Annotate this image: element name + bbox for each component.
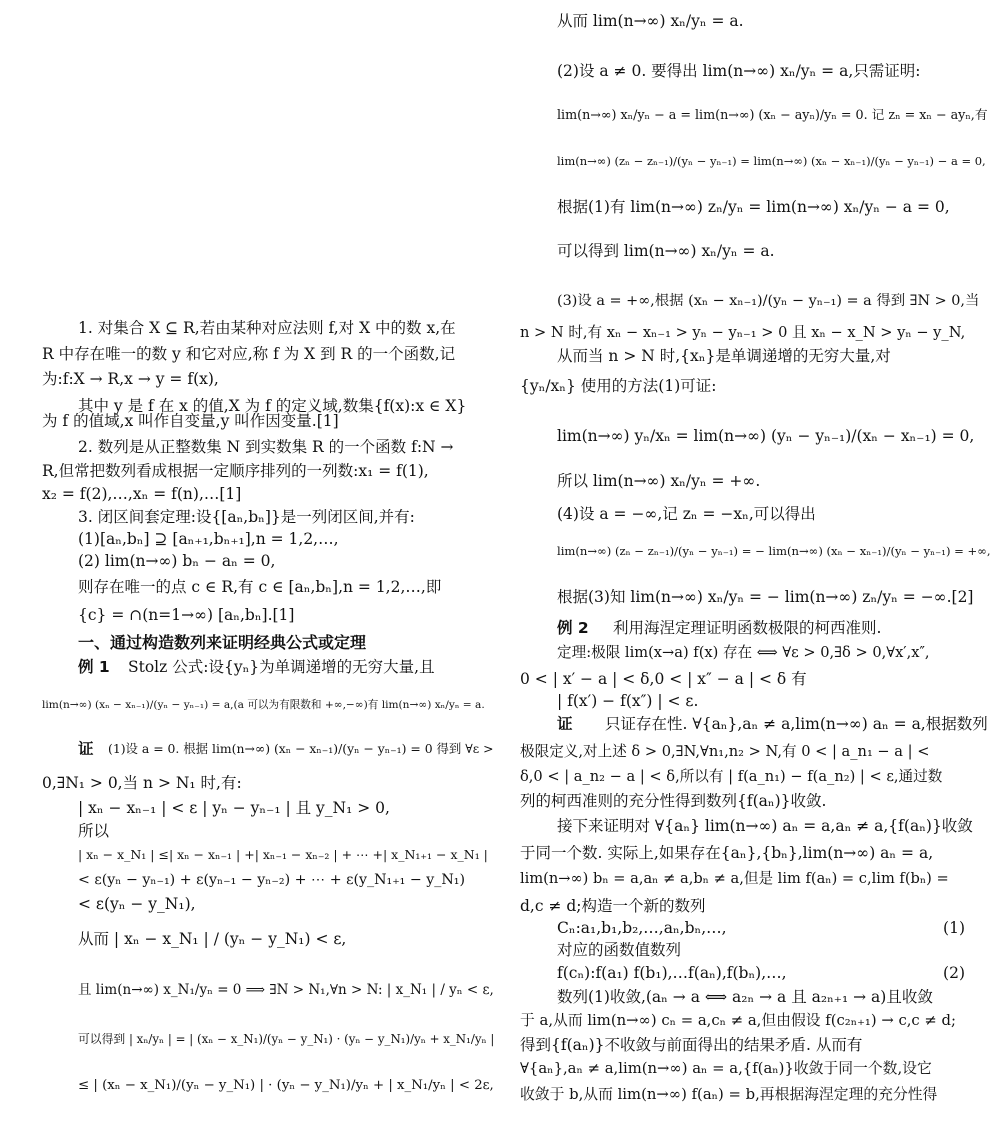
proof-2-line-3: δ,0 < | a_n₂ − a | < δ,所以有 | f(a_n₁) − f(a_n₂) | < ε,通过数 — [520, 768, 943, 785]
proof-2-line-8: d,c ≠ d;构造一个新的数列 — [520, 897, 706, 915]
right-line-13: (4)设 a = −∞,记 zₙ = −xₙ,可以得出 — [557, 505, 816, 523]
theorem-line-2: 0 < | x′ − a | < δ,0 < | x″ − a | < δ 有 — [520, 670, 807, 688]
proof-1-line-1: (1)设 a = 0. 根据 lim(n→∞) (xₙ − xₙ₋₁)/(yₙ − yₙ₋₁) = 0 得到 ∀ε > — [108, 741, 494, 756]
equation-tag-1: (1) — [943, 919, 965, 937]
sequence-f-c: f(cₙ):f(a₁) f(b₁),…f(aₙ),f(bₙ),…, — [557, 964, 787, 982]
def-3-line-5: {c} = ∩(n=1→∞) [aₙ,bₙ].[1] — [78, 606, 295, 624]
def-1-line-5: 为 f 的值域,x 叫作自变量,y 叫作因变量.[1] — [42, 412, 339, 430]
example-1-line-1: Stolz 公式:设{yₙ}为单调递增的无穷大量,且 — [128, 658, 435, 676]
proof-1-label: 证 — [78, 740, 94, 758]
proof-1-line-4: 所以 — [78, 822, 110, 840]
right-line-12: 所以 lim(n→∞) xₙ/yₙ = +∞. — [557, 472, 761, 490]
proof-2-line-12: 数列(1)收敛,(aₙ → a ⟺ a₂ₙ → a 且 a₂ₙ₊₁ → a)且收敛 — [557, 988, 933, 1006]
proof-2-line-16: 收敛于 b,从而 lim(n→∞) f(aₙ) = b,再根据海涅定理的充分性得 — [520, 1086, 938, 1103]
def-1-line-3: 为:f:X → R,x → y = f(x), — [42, 370, 219, 388]
right-line-15: 根据(3)知 lim(n→∞) xₙ/yₙ = − lim(n→∞) zₙ/yₙ = −∞.[2] — [557, 588, 974, 606]
right-line-7: (3)设 a = +∞,根据 (xₙ − xₙ₋₁)/(yₙ − yₙ₋₁) = a 得到 ∃N > 0,当 — [557, 293, 980, 309]
right-line-14: lim(n→∞) (zₙ − zₙ₋₁)/(yₙ − yₙ₋₁) = − lim(n→∞) (xₙ − xₙ₋₁)/(yₙ − yₙ₋₁) = +∞, — [557, 544, 991, 558]
example-2-title: 利用海涅定理证明函数极限的柯西准则. — [613, 619, 882, 637]
proof-2-line-14: 得到{f(aₙ)}不收敛与前面得出的结果矛盾. 从而有 — [520, 1036, 863, 1054]
proof-1-line-11: ≤ | (xₙ − x_N₁)/(yₙ − y_N₁) | · (yₙ − y_N₁)/yₙ + | x_N₁/yₙ | < 2ε, — [78, 1078, 494, 1093]
proof-1-line-2: 0,∃N₁ > 0,当 n > N₁ 时,有: — [42, 774, 242, 792]
example-1-label: 例 1 — [78, 658, 110, 676]
right-line-2: (2)设 a ≠ 0. 要得出 lim(n→∞) xₙ/yₙ = a,只需证明: — [557, 62, 921, 80]
proof-2-line-13: 于 a,从而 lim(n→∞) cₙ = a,cₙ ≠ a,但由假设 f(c₂ₙ₊₁) → c,c ≠ d; — [520, 1012, 956, 1029]
def-2-line-3: x₂ = f(2),…,xₙ = f(n),…[1] — [42, 485, 242, 503]
right-line-11: lim(n→∞) yₙ/xₙ = lim(n→∞) (yₙ − yₙ₋₁)/(xₙ − xₙ₋₁) = 0, — [557, 427, 975, 445]
proof-2-line-15: ∀{aₙ},aₙ ≠ a,lim(n→∞) aₙ = a,{f(aₙ)}收敛于同一个数,设它 — [520, 1060, 932, 1077]
right-line-5: 根据(1)有 lim(n→∞) zₙ/yₙ = lim(n→∞) xₙ/yₙ − a = 0, — [557, 198, 950, 216]
proof-1-line-3: | xₙ − xₙ₋₁ | < ε | yₙ − yₙ₋₁ | 且 y_N₁ > 0, — [78, 799, 390, 817]
right-line-9: 从而当 n > N 时,{xₙ}是单调递增的无穷大量,对 — [557, 347, 891, 365]
example-1-line-2: lim(n→∞) (xₙ − xₙ₋₁)/(yₙ − yₙ₋₁) = a,(a 可以为有限数和 +∞,−∞)有 lim(n→∞) xₙ/yₙ = a. — [42, 699, 485, 711]
proof-2-line-4: 列的柯西准则的充分性得到数列{f(aₙ)}收敛. — [520, 792, 827, 810]
proof-2-line-6: 于同一个数. 实际上,如果存在{aₙ},{bₙ},lim(n→∞) aₙ = a, — [520, 844, 934, 862]
proof-2-line-1: 只证存在性. ∀{aₙ},aₙ ≠ a,lim(n→∞) aₙ = a,根据数列 — [605, 715, 988, 733]
def-2-line-2: R,但常把数列看成根据一定顺序排列的一列数:x₁ = f(1), — [42, 462, 429, 480]
theorem-line-1: 定理:极限 lim(x→a) f(x) 存在 ⟺ ∀ε > 0,∃δ > 0,∀x′,x″, — [557, 644, 930, 661]
def-3-line-2: (1)[aₙ,bₙ] ⊇ [aₙ₊₁,bₙ₊₁],n = 1,2,…, — [78, 530, 339, 548]
proof-2-line-2: 极限定义,对上述 δ > 0,∃N,∀n₁,n₂ > N,有 0 < | a_n₁ − a | < — [520, 743, 930, 760]
proof-2-line-10: 对应的函数值数列 — [557, 941, 682, 959]
proof-1-line-9: 且 lim(n→∞) x_N₁/yₙ = 0 ⟹ ∃N > N₁,∀n > N: | x_N₁ | / yₙ < ε, — [78, 982, 494, 998]
proof-1-line-8: 从而 | xₙ − x_N₁ | / (yₙ − y_N₁) < ε, — [78, 930, 347, 948]
sequence-c: Cₙ:a₁,b₁,b₂,…,aₙ,bₙ,…, — [557, 919, 727, 937]
example-2-label: 例 2 — [557, 619, 589, 637]
proof-2-line-5: 接下来证明对 ∀{aₙ} lim(n→∞) aₙ = a,aₙ ≠ a,{f(aₙ)}收敛 — [557, 817, 973, 835]
section-heading: 一、通过构造数列来证明经典公式或定理 — [78, 633, 367, 652]
def-1-line-1: 1. 对集合 X ⊆ R,若由某种对应法则 f,对 X 中的数 x,在 — [78, 319, 456, 337]
def-3-line-1: 3. 闭区间套定理:设{[aₙ,bₙ]}是一列闭区间,并有: — [78, 508, 415, 526]
right-line-3: lim(n→∞) xₙ/yₙ − a = lim(n→∞) (xₙ − ayₙ)/yₙ = 0. 记 zₙ = xₙ − ayₙ,有 — [557, 107, 988, 122]
right-line-10: {yₙ/xₙ} 使用的方法(1)可证: — [520, 377, 717, 395]
right-line-1: 从而 lim(n→∞) xₙ/yₙ = a. — [557, 12, 744, 30]
def-3-line-3: (2) lim(n→∞) bₙ − aₙ = 0, — [78, 552, 276, 570]
proof-1-line-10: 可以得到 | xₙ/yₙ | = | (xₙ − x_N₁)/(yₙ − y_N₁) · (yₙ − y_N₁)/yₙ + x_N₁/yₙ | — [78, 1032, 495, 1046]
def-2-line-1: 2. 数列是从正整数集 N 到实数集 R 的一个函数 f:N → — [78, 438, 454, 456]
right-line-4: lim(n→∞) (zₙ − zₙ₋₁)/(yₙ − yₙ₋₁) = lim(n→∞) (xₙ − xₙ₋₁)/(yₙ − yₙ₋₁) − a = 0, — [557, 154, 986, 168]
def-1-line-4: 其中 y 是 f 在 x 的值,X 为 f 的定义域,数集{f(x):x ∈ X} — [78, 397, 467, 415]
equation-tag-2: (2) — [943, 964, 965, 982]
proof-2-label: 证 — [557, 715, 573, 733]
proof-1-line-7: < ε(yₙ − y_N₁), — [78, 895, 196, 913]
def-1-line-2: R 中存在唯一的数 y 和它对应,称 f 为 X 到 R 的一个函数,记 — [42, 345, 456, 363]
theorem-line-3: | f(x′) − f(x″) | < ε. — [557, 692, 699, 710]
proof-1-line-5: | xₙ − x_N₁ | ≤| xₙ − xₙ₋₁ | +| xₙ₋₁ − xₙ₋₂ | + ⋯ +| x_N₁₊₁ − x_N₁ | — [78, 847, 488, 862]
right-line-8: n > N 时,有 xₙ − xₙ₋₁ > yₙ − yₙ₋₁ > 0 且 xₙ − x_N > yₙ − y_N, — [520, 324, 966, 341]
right-line-6: 可以得到 lim(n→∞) xₙ/yₙ = a. — [557, 242, 775, 260]
proof-1-line-6: < ε(yₙ − yₙ₋₁) + ε(yₙ₋₁ − yₙ₋₂) + ⋯ + ε(y_N₁₊₁ − y_N₁) — [78, 872, 466, 888]
def-3-line-4: 则存在唯一的点 c ∈ R,有 c ∈ [aₙ,bₙ],n = 1,2,…,即 — [78, 578, 442, 596]
proof-2-line-7: lim(n→∞) bₙ = a,aₙ ≠ a,bₙ ≠ a,但是 lim f(aₙ) = c,lim f(bₙ) = — [520, 870, 949, 887]
